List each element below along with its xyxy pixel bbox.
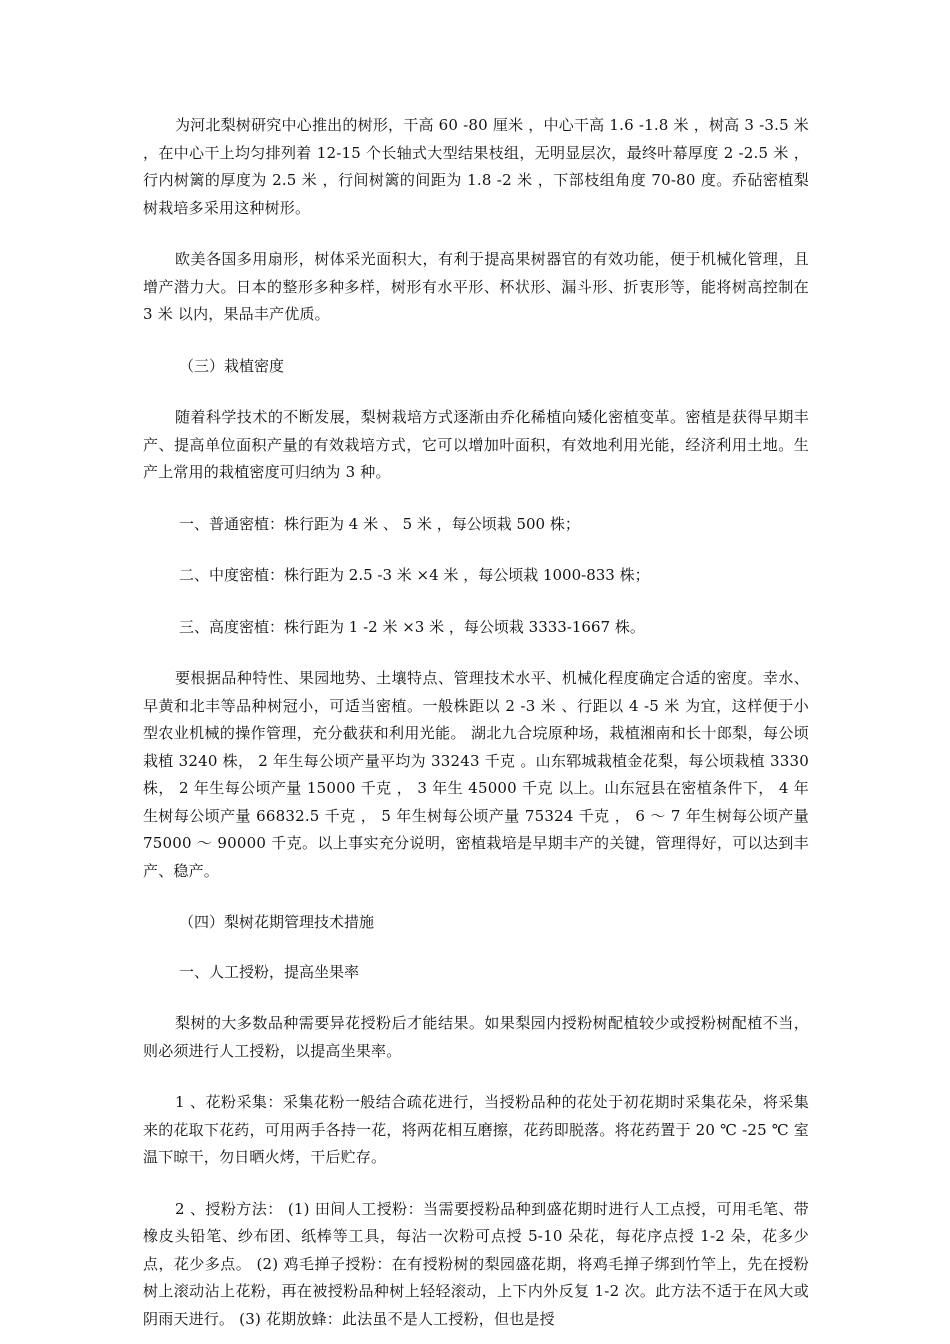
paragraph-density-intro: 随着科学技术的不断发展，梨树栽培方式逐渐由乔化稀植向矮化密植变革。密植是获得早期丰产、提高单位面积产量的有效栽培方式，它可以增加叶面积，有效地利用光能，经济利用土地。生产上常用的栽植密度可归纳为 3 种。 <box>143 408 809 481</box>
subheading-artificial-pollination: 一、人工授粉，提高坐果率 <box>179 962 360 981</box>
section-heading-flowering-management: （四）梨树花期管理技术措施 <box>179 913 375 931</box>
paragraph-fan-shape: 欧美各国多用扇形，树体采光面积大，有利于提高果树器官的有效功能，便于机械化管理，且增产潜力大。日本的整形多种多样，树形有水平形、杯状形、漏斗形、折衷形等，能将树高控制在 3 米 以内，果品丰产优质。 <box>143 250 809 323</box>
paragraph-pollination-methods: 2 、授粉方法： (1) 田间人工授粉：当需要授粉品种到盛花期时进行人工点授，可用毛笔、带橡皮头铅笔、纱布团、纸棒等工具，每沾一次粉可点授 5-10 朵花，每花序点授 1-2 朵，花多少点，花少多点。 (2) 鸡毛掸子授粉：在有授粉树的梨园盛花期，将鸡毛掸子绑到竹竿上，先在授粉树上滚动沾上花粉，再在被授粉品种树上轻轻滚动，上下内外反复 1-2 次。此方法不适于在风大或阴雨天进行。 (3) 花期放蜂：此法虽不是人工授粉，但也是授 <box>143 1199 809 1328</box>
paragraph-pollen-collection: 1 、花粉采集：采集花粉一般结合疏花进行，当授粉品种的花处于初花期时采集花朵，将采集来的花取下花药，可用两手各持一花，将两花相互磨擦，花药即脱落。将花药置于 20 ℃ -25 ℃ 室温下晾干，勿日晒火烤，干后贮存。 <box>143 1093 809 1166</box>
paragraph-pollination-need: 梨树的大多数品种需要异花授粉后才能结果。如果梨园内授粉树配植较少或授粉树配植不当，则必须进行人工授粉，以提高坐果率。 <box>143 1014 809 1060</box>
list-item-medium-density: 二、中度密植：株行距为 2.5 -3 米 ×4 米 ，每公顷栽 1000-833 株； <box>179 566 650 584</box>
paragraph-tree-shape-hebei: 为河北梨树研究中心推出的树形，干高 60 -80 厘米 ，中心干高 1.6 -1.8 米 ，树高 3 -3.5 米 ，在中心干上均匀排列着 12-15 个长轴式大型结果枝组，无明显层次，最终叶幕厚度 2 -2.5 米 ，行内树篱的厚度为 2.5 米 ，行间树篱的间距为 1.8 -2 米 ，下部枝组角度 70-80 度。乔砧密植梨树栽培多采用这种树形。 <box>143 116 809 217</box>
document-body <box>143 112 809 1333</box>
list-item-normal-density: 一、普通密植：株行距为 4 米 、 5 米 ，每公顷栽 500 株； <box>179 514 580 533</box>
list-item-high-density: 三、高度密植：株行距为 1 -2 米 ×3 米 ，每公顷栽 3333-1667 株。 <box>179 617 645 636</box>
section-heading-planting-density: （三）栽植密度 <box>179 356 285 375</box>
paragraph-density-selection: 要根据品种特性、果园地势、土壤特点、管理技术水平、机械化程度确定合适的密度。幸水、早黄和北丰等品种树冠小，可适当密植。一般株距以 2 -3 米 、行距以 4 -5 米 为宜，这样便于小型农业机械的操作管理，充分截获和利用光能。 湖北九合垸原种场，栽植湘南和长十郎梨，每公顷栽植 3240 株， 2 年生每公顷产量平均为 33243 千克 。山东郓城栽植金花梨，每公顷栽植 3330 株， 2 年生每公顷产量 15000 千克 ， 3 年生 45000 千克 以上。山东冠县在密植条件下， 4 年生树每公顷产量 66832.5 千克 ， 5 年生树每公顷产量 75324 千克 ， 6 ～ 7 年生树每公顷产量 75000 ～ 90000 千克。以上事实充分说明，密植栽培是早期丰产的关键，管理得好，可以达到丰产、稳产。 <box>143 669 809 880</box>
